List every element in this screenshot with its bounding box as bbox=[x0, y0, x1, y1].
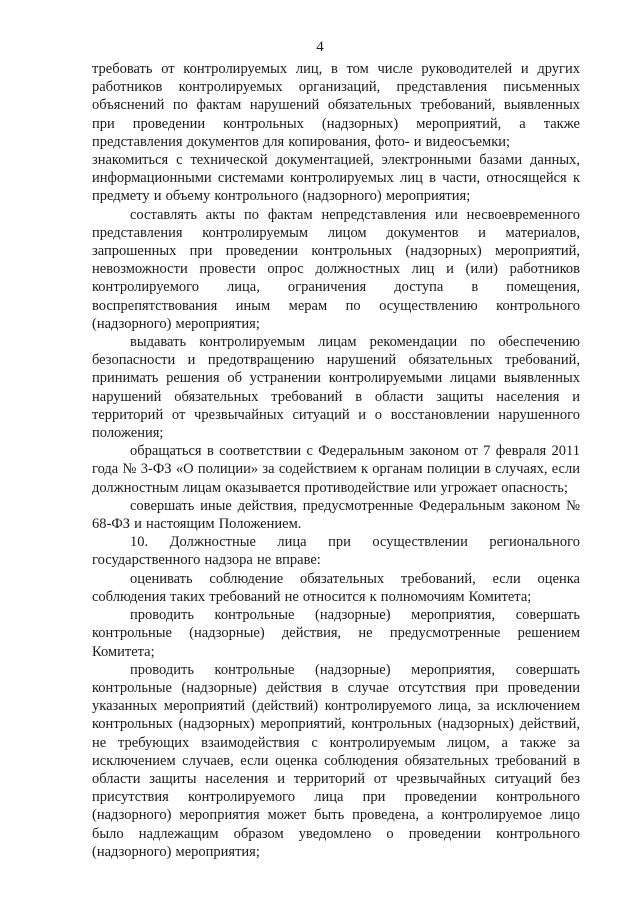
paragraph-draw-up-acts: составлять акты по фактам непредставления или несвоевременного представления контролируемым лицом документов и материалов, запрошенных при проведении контрольных (надзорных) мероприятий, невозможности провести опрос должностных лиц и (или) работников контролируемого лица, ограничения доступа в помещения, воспрепятствования иным мерам по осуществлению контрольного (надзорного) мероприятия; bbox=[92, 206, 580, 332]
paragraph-not-entitled-unplanned: проводить контрольные (надзорные) мероприятия, совершать контрольные (надзорные) действия, не предусмотренные решением Комитета; bbox=[92, 607, 580, 660]
paragraph-request-explanations: требовать от контролируемых лиц, в том числе руководителей и других работников контролируемых организаций, представления письменных объяснений по фактам нарушений обязательных требований, выявленных при проведении контрольных (надзорных) мероприятий, а также представления документов для копирования, фото- и видеосъемки; bbox=[92, 61, 580, 150]
paragraph-issue-recommendations: выдавать контролируемым лицам рекомендации по обеспечению безопасности и предотвращению нарушений обязательных требований, принимать решения об устранении контролируемыми лицами выявленных нарушений обязательных требований в области защиты населения и территорий от чрезвычайных ситуаций и о восстановлении нарушенного положения; bbox=[92, 334, 580, 442]
paragraph-not-entitled-assess: оценивать соблюдение обязательных требований, если оценка соблюдения таких требований не относится к полномочиям Комитета; bbox=[92, 570, 580, 605]
paragraph-review-documentation: знакомиться с технической документацией, электронными базами данных, информационными системами контролируемых лиц в части, относящейся к предмету и объему контрольного (надзорного) мероприятия; bbox=[92, 152, 580, 205]
paragraph-item-10-heading: 10. Должностные лица при осуществлении регионального государственного надзора не вправе: bbox=[92, 534, 580, 569]
document-body bbox=[92, 60, 580, 861]
paragraph-not-entitled-absence: проводить контрольные (надзорные) мероприятия, совершать контрольные (надзорные) действия в случае отсутствия при проведении указанных мероприятий (действий) контролируемого лица, за исключением контрольных (надзорных) мероприятий, контрольных (надзорных) действий, не требующих взаимодействия с контролируемым лицом, а также за исключением случаев, если оценка соблюдения обязательных требований в области защиты населения и территорий от чрезвычайных ситуаций без присутствия контролируемого лица при проведении контрольного (надзорного) мероприятия может быть проведена, а контролируемое лицо было надлежащим образом уведомлено о проведении контрольного (надзорного) мероприятия; bbox=[92, 661, 580, 860]
paragraph-police-assistance: обращаться в соответствии с Федеральным законом от 7 февраля 2011 года № 3-ФЗ «О полиции» за содействием к органам полиции в случаях, если должностным лицам оказывается противодействие или угрожает опасность; bbox=[92, 443, 580, 496]
paragraph-other-actions: совершать иные действия, предусмотренные Федеральным законом № 68-ФЗ и настоящим Положением. bbox=[92, 497, 580, 533]
page-number: 4 bbox=[316, 39, 324, 55]
